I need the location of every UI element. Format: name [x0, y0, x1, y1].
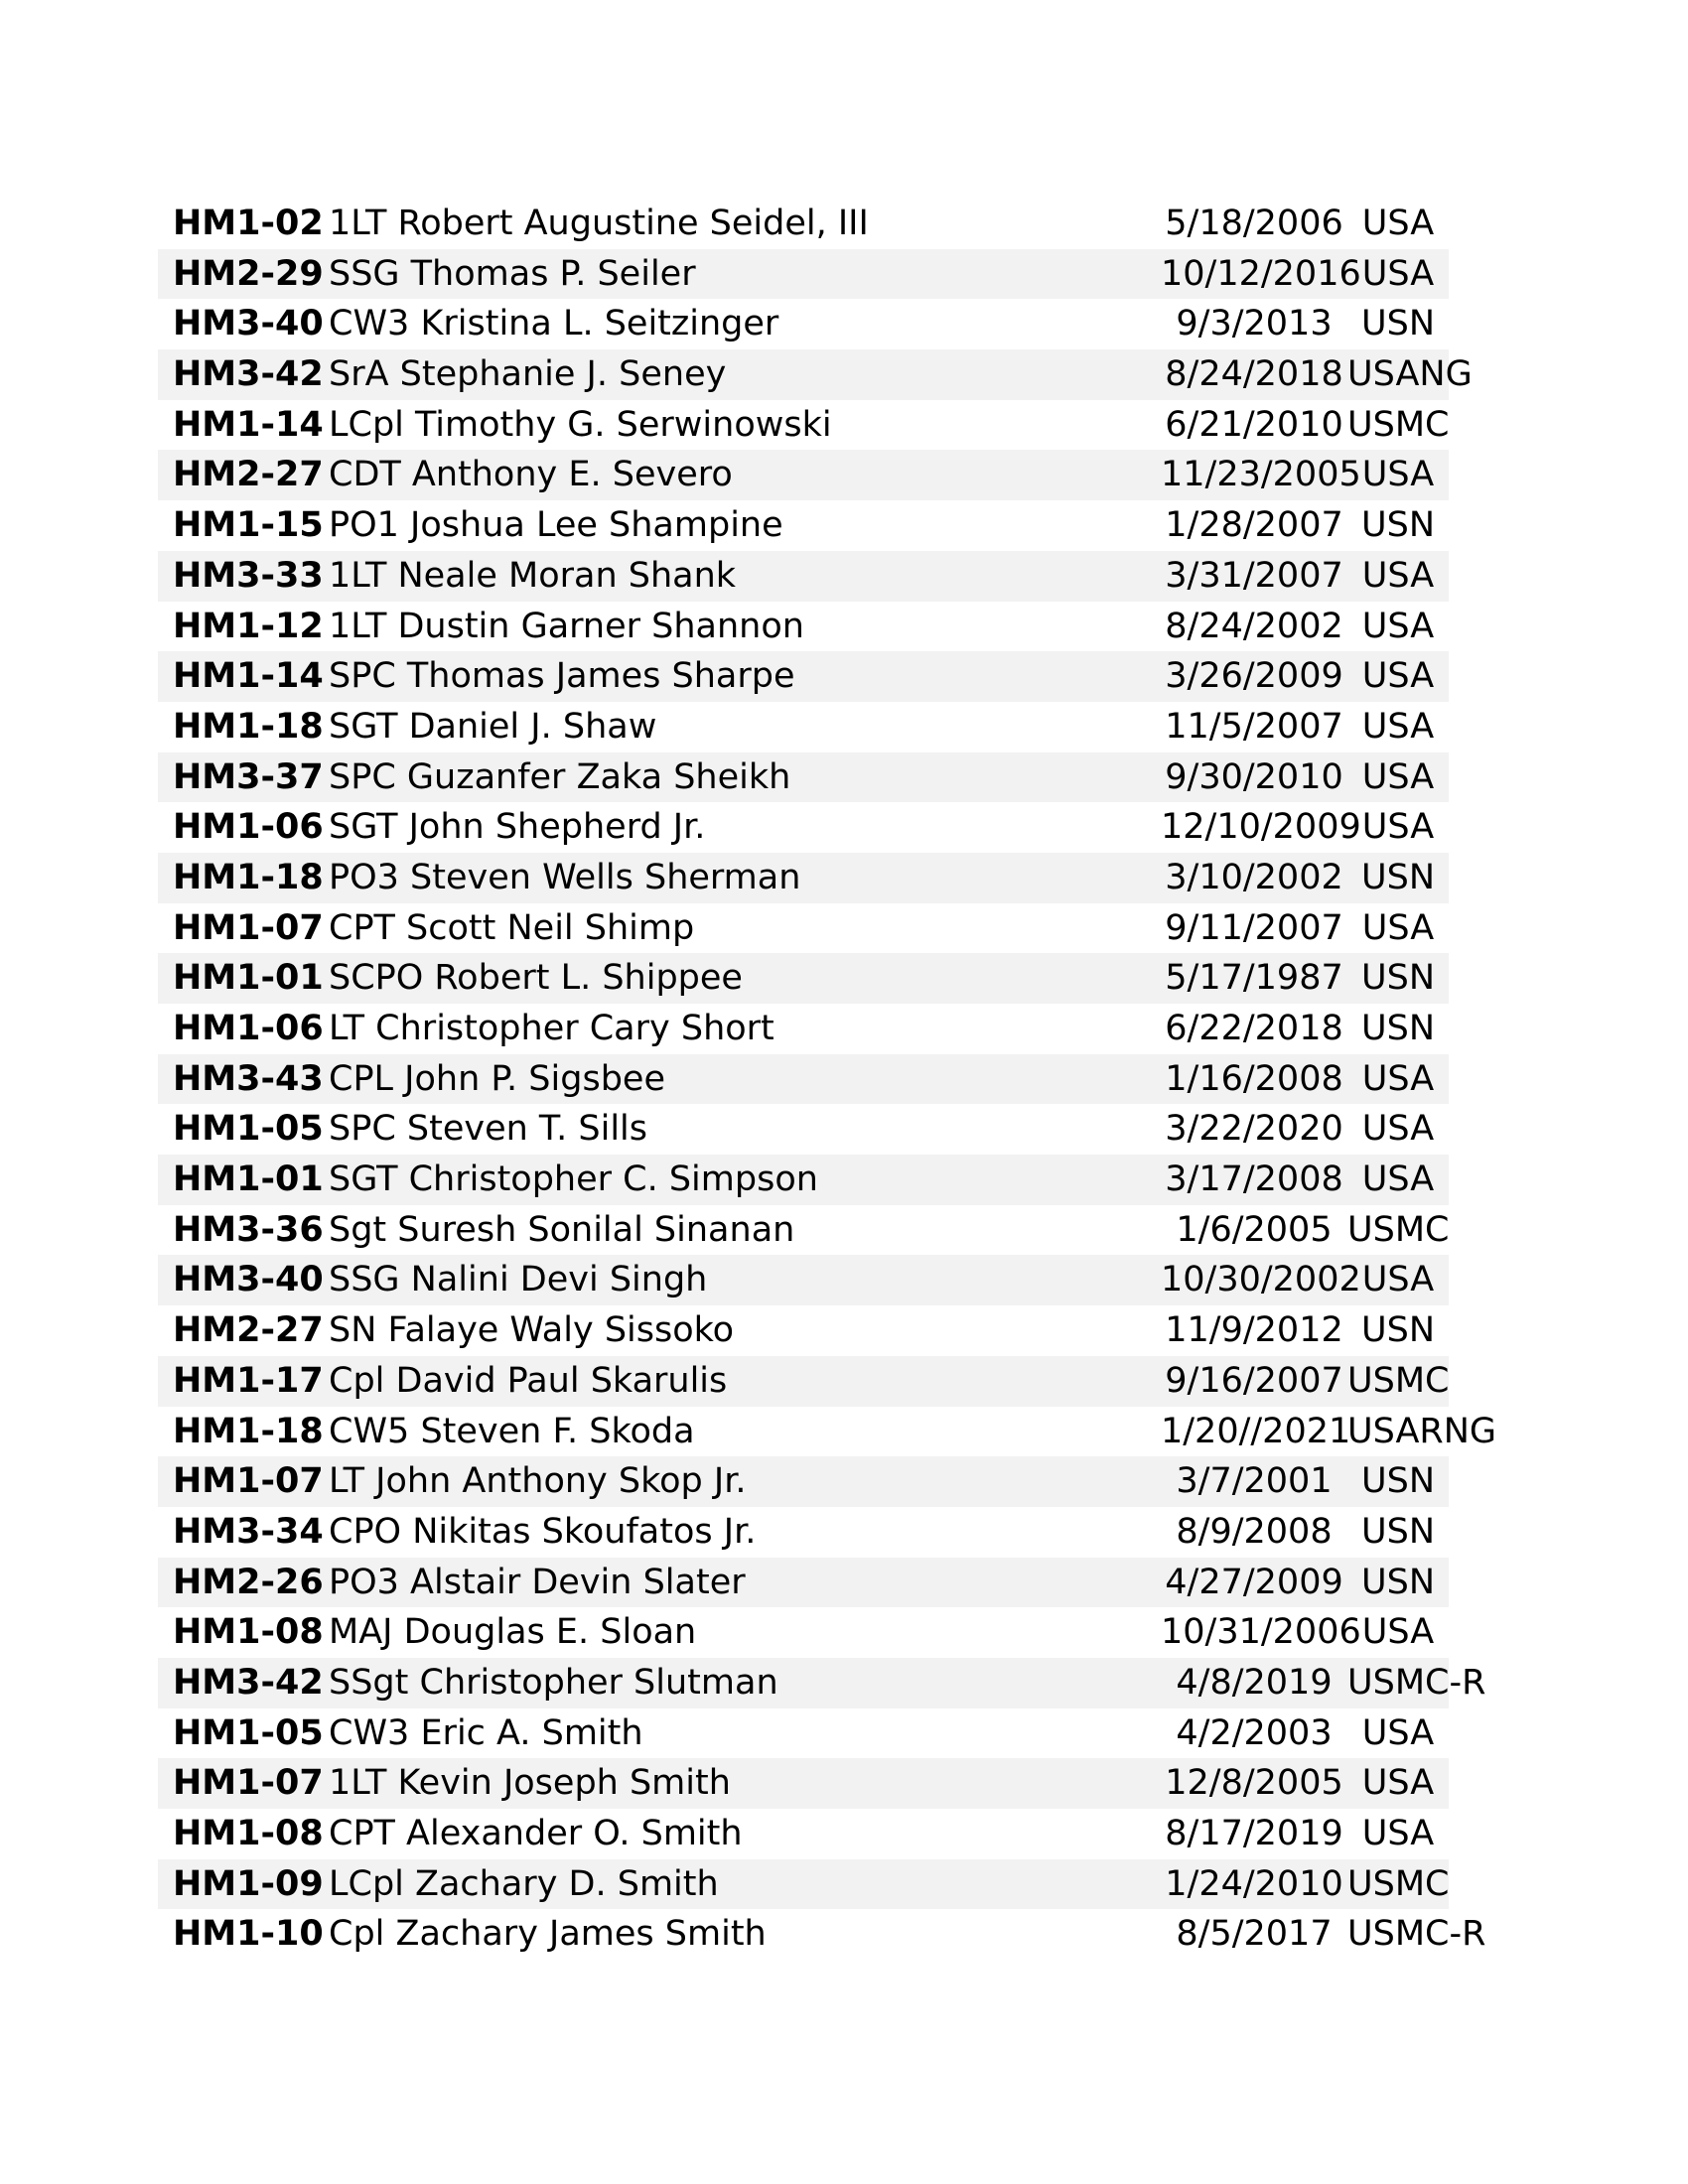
row-branch: USMC	[1347, 1863, 1450, 1904]
row-date: 9/3/2013	[1176, 304, 1333, 344]
row-name: PO3 Steven Wells Sherman	[329, 857, 801, 897]
row-name: SPC Steven T. Sills	[329, 1109, 648, 1150]
row-code: HM2-27	[173, 1310, 324, 1351]
row-branch: USA	[1361, 706, 1435, 747]
row-date: 11/9/2012	[1165, 1310, 1343, 1351]
row-date: 8/24/2002	[1165, 606, 1343, 646]
row-code: HM1-14	[173, 404, 324, 445]
row-date: 4/2/2003	[1176, 1712, 1333, 1753]
row-name: LCpl Zachary D. Smith	[329, 1863, 719, 1904]
table-row	[158, 1104, 1449, 1155]
row-date: 10/30/2002	[1161, 1260, 1361, 1300]
row-date: 5/17/1987	[1165, 958, 1343, 999]
table-row	[158, 1859, 1449, 1910]
table-row	[158, 349, 1473, 400]
row-branch: USA	[1361, 253, 1435, 294]
row-name: CPT Alexander O. Smith	[329, 1814, 743, 1853]
row-date: 4/27/2009	[1165, 1562, 1343, 1602]
row-branch: USA	[1361, 656, 1435, 697]
row-code: HM1-06	[173, 807, 324, 848]
row-branch: USN	[1360, 505, 1436, 546]
row-code: HM3-43	[173, 1058, 324, 1099]
row-date: 3/17/2008	[1165, 1160, 1343, 1200]
row-date: 3/22/2020	[1165, 1109, 1343, 1150]
row-branch: USN	[1360, 1310, 1436, 1351]
row-name: LT John Anthony Skop Jr.	[329, 1461, 747, 1502]
row-date: 11/23/2005	[1161, 455, 1361, 495]
row-name: SCPO Robert L. Shippee	[329, 958, 743, 999]
row-code: HM1-10	[173, 1914, 324, 1955]
row-name: SPC Thomas James Sharpe	[329, 656, 795, 697]
row-branch: USA	[1361, 1712, 1435, 1753]
row-date: 4/8/2019	[1176, 1662, 1333, 1703]
row-name: MAJ Douglas E. Sloan	[329, 1612, 697, 1653]
row-code: HM2-26	[173, 1562, 324, 1602]
row-branch: USA	[1361, 1109, 1435, 1150]
row-code: HM1-01	[173, 958, 324, 999]
table-row	[158, 249, 1449, 300]
row-code: HM1-06	[173, 1009, 324, 1048]
table-row	[158, 1909, 1486, 1960]
table-row	[158, 1155, 1449, 1205]
table-row	[158, 500, 1449, 551]
table-row	[158, 1758, 1449, 1809]
table-row	[158, 1507, 1449, 1558]
row-code: HM1-02	[173, 204, 324, 243]
row-code: HM1-15	[173, 505, 324, 546]
row-code: HM2-27	[173, 455, 324, 495]
row-branch: USN	[1360, 958, 1436, 999]
row-name: CW3 Kristina L. Seitzinger	[329, 304, 779, 344]
row-code: HM3-37	[173, 756, 324, 797]
row-code: HM1-09	[173, 1863, 324, 1904]
row-code: HM1-18	[173, 706, 324, 747]
row-name: SSG Nalini Devi Singh	[329, 1260, 708, 1300]
row-code: HM1-14	[173, 656, 324, 697]
row-name: SGT John Shepherd Jr.	[329, 807, 706, 848]
row-date: 3/7/2001	[1176, 1461, 1333, 1502]
row-branch: USN	[1360, 1009, 1436, 1048]
row-branch: USMC	[1347, 1360, 1450, 1401]
row-branch: USMC	[1347, 1209, 1450, 1250]
row-name: 1LT Dustin Garner Shannon	[329, 606, 804, 646]
row-date: 9/16/2007	[1165, 1360, 1343, 1401]
row-name: SGT Daniel J. Shaw	[329, 706, 657, 747]
row-branch: USA	[1361, 1814, 1435, 1853]
row-name: CPL John P. Sigsbee	[329, 1058, 665, 1099]
row-code: HM1-07	[173, 1763, 324, 1804]
table-row	[158, 1607, 1449, 1658]
row-name: Cpl David Paul Skarulis	[329, 1360, 728, 1401]
table-row	[158, 1054, 1449, 1105]
table-row	[158, 1558, 1449, 1608]
row-branch: USA	[1361, 1763, 1435, 1804]
row-branch: USA	[1361, 756, 1435, 797]
row-code: HM3-42	[173, 1662, 324, 1703]
row-code: HM1-07	[173, 907, 324, 948]
table-row	[158, 702, 1449, 752]
row-code: HM1-08	[173, 1612, 324, 1653]
table-row	[158, 1658, 1486, 1708]
row-date: 8/24/2018	[1165, 354, 1343, 395]
row-branch: USA	[1361, 1160, 1435, 1200]
table-row	[158, 651, 1449, 702]
row-name: Cpl Zachary James Smith	[329, 1914, 767, 1955]
roster-table	[158, 199, 1497, 1960]
row-name: 1LT Kevin Joseph Smith	[329, 1763, 731, 1804]
row-code: HM3-36	[173, 1209, 324, 1250]
row-code: HM1-18	[173, 1411, 324, 1451]
row-name: CW3 Eric A. Smith	[329, 1712, 643, 1753]
row-branch: USA	[1361, 907, 1435, 948]
row-date: 6/21/2010	[1165, 404, 1343, 445]
row-name: CPT Scott Neil Shimp	[329, 907, 695, 948]
row-code: HM3-42	[173, 354, 324, 395]
row-date: 9/11/2007	[1165, 907, 1343, 948]
row-branch: USMC-R	[1347, 1662, 1486, 1703]
row-date: 12/8/2005	[1165, 1763, 1343, 1804]
row-name: SPC Guzanfer Zaka Sheikh	[329, 756, 791, 797]
row-date: 1/16/2008	[1165, 1058, 1343, 1099]
row-date: 6/22/2018	[1165, 1009, 1343, 1048]
row-branch: USA	[1361, 807, 1435, 848]
row-branch: USA	[1361, 555, 1435, 596]
row-name: CW5 Steven F. Skoda	[329, 1411, 695, 1451]
row-name: SGT Christopher C. Simpson	[329, 1160, 818, 1200]
table-row	[158, 400, 1449, 451]
row-branch: USN	[1360, 1511, 1436, 1552]
row-branch: USA	[1361, 1058, 1435, 1099]
row-name: PO3 Alstair Devin Slater	[329, 1562, 746, 1602]
row-date: 8/9/2008	[1176, 1511, 1333, 1552]
row-branch: USN	[1360, 1562, 1436, 1602]
row-branch: USA	[1361, 1612, 1435, 1653]
table-row	[158, 1205, 1449, 1256]
row-name: SSgt Christopher Slutman	[329, 1662, 778, 1703]
row-name: LT Christopher Cary Short	[329, 1009, 774, 1048]
table-row	[158, 299, 1449, 349]
table-row	[158, 602, 1449, 652]
row-code: HM1-05	[173, 1712, 324, 1753]
table-row	[158, 1809, 1449, 1859]
row-code: HM1-12	[173, 606, 324, 646]
row-code: HM1-05	[173, 1109, 324, 1150]
row-branch: USN	[1360, 1461, 1436, 1502]
row-code: HM1-07	[173, 1461, 324, 1502]
row-branch: USA	[1361, 455, 1435, 495]
row-date: 3/10/2002	[1165, 857, 1343, 897]
row-date: 10/31/2006	[1161, 1612, 1361, 1653]
row-date: 1/24/2010	[1165, 1863, 1343, 1904]
table-row	[158, 450, 1449, 500]
table-row	[158, 199, 1449, 249]
row-name: Sgt Suresh Sonilal Sinanan	[329, 1209, 795, 1250]
row-name: SSG Thomas P. Seiler	[329, 253, 696, 294]
row-branch: USN	[1360, 304, 1436, 344]
table-row	[158, 1456, 1449, 1507]
row-name: 1LT Robert Augustine Seidel, III	[329, 204, 869, 243]
row-code: HM3-40	[173, 1260, 324, 1300]
row-date: 12/10/2009	[1161, 807, 1361, 848]
row-date: 3/31/2007	[1165, 555, 1343, 596]
table-row	[158, 1407, 1497, 1457]
row-branch: USN	[1360, 857, 1436, 897]
row-code: HM1-08	[173, 1814, 324, 1853]
row-code: HM1-18	[173, 857, 324, 897]
row-name: CPO Nikitas Skoufatos Jr.	[329, 1511, 757, 1552]
row-branch: USA	[1361, 1260, 1435, 1300]
row-name: LCpl Timothy G. Serwinowski	[329, 404, 832, 445]
row-date: 5/18/2006	[1165, 204, 1343, 243]
table-row	[158, 1004, 1449, 1054]
row-branch: USANG	[1347, 354, 1473, 395]
row-name: SN Falaye Waly Sissoko	[329, 1310, 735, 1351]
row-code: HM3-33	[173, 555, 324, 596]
row-branch: USA	[1361, 204, 1435, 243]
row-code: HM2-29	[173, 253, 324, 294]
row-name: PO1 Joshua Lee Shampine	[329, 505, 783, 546]
row-date: 8/17/2019	[1165, 1814, 1343, 1853]
row-date: 1/6/2005	[1176, 1209, 1333, 1250]
table-row	[158, 953, 1449, 1004]
row-date: 10/12/2016	[1161, 253, 1361, 294]
row-date: 3/26/2009	[1165, 656, 1343, 697]
table-row	[158, 802, 1449, 853]
row-branch: USARNG	[1347, 1411, 1497, 1451]
row-branch: USA	[1361, 606, 1435, 646]
table-row	[158, 1708, 1449, 1759]
table-row	[158, 1305, 1449, 1356]
row-name: CDT Anthony E. Severo	[329, 455, 733, 495]
table-row	[158, 1255, 1449, 1305]
row-code: HM3-40	[173, 304, 324, 344]
table-row	[158, 551, 1449, 602]
row-code: HM3-34	[173, 1511, 324, 1552]
table-row	[158, 853, 1449, 903]
table-row	[158, 903, 1449, 954]
row-date: 9/30/2010	[1165, 756, 1343, 797]
row-name: 1LT Neale Moran Shank	[329, 555, 737, 596]
row-branch: USMC-R	[1347, 1914, 1486, 1955]
table-row	[158, 1356, 1449, 1407]
table-row	[158, 752, 1449, 803]
row-date: 1/20//2021	[1161, 1411, 1351, 1451]
row-name: SrA Stephanie J. Seney	[329, 354, 727, 395]
row-date: 1/28/2007	[1165, 505, 1343, 546]
row-branch: USMC	[1347, 404, 1450, 445]
row-date: 8/5/2017	[1176, 1914, 1333, 1955]
row-code: HM1-17	[173, 1360, 324, 1401]
row-date: 11/5/2007	[1165, 706, 1343, 747]
row-code: HM1-01	[173, 1160, 324, 1200]
